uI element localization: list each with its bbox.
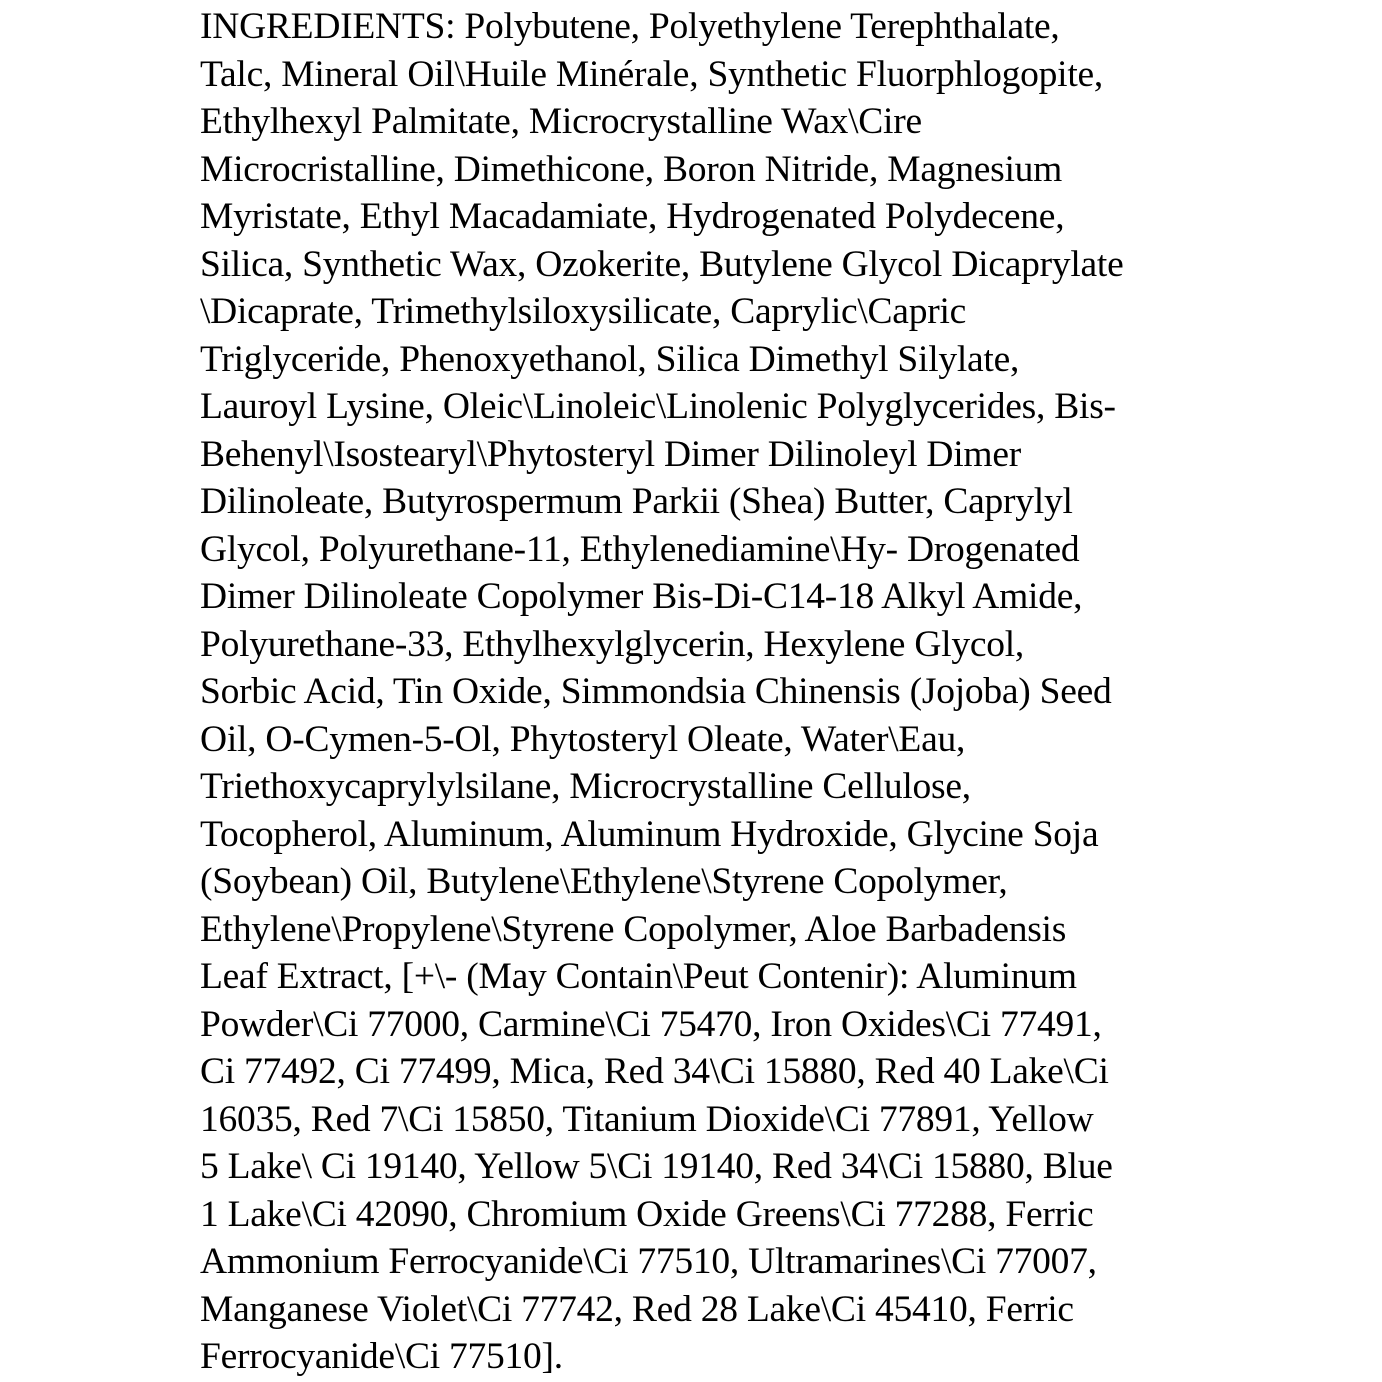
text-line: Talc, Mineral Oil\Huile Minérale, Synthetic Fluorphlogopite, [200, 53, 1104, 95]
text-line: Ammonium Ferrocyanide\Ci 77510, Ultramarines\Ci 77007, [200, 1241, 1097, 1282]
text-line: Glycol, Polyurethane-11, Ethylenediamine\Hy- Drogenated [200, 528, 1080, 570]
text-line: Behenyl\Isostearyl\Phytosteryl Dimer Dilinoleyl Dimer [200, 433, 1021, 475]
text-line: Tocopherol, Aluminum, Aluminum Hydroxide, Glycine Soja [200, 813, 1099, 855]
text-line: (Soybean) Oil, Butylene\Ethylene\Styrene Copolymer, [200, 861, 1008, 902]
text-line: 1 Lake\Ci 42090, Chromium Oxide Greens\Ci 77288, Ferric [200, 1193, 1094, 1235]
text-line: Manganese Violet\Ci 77742, Red 28 Lake\Ci 45410, Ferric [200, 1288, 1074, 1330]
text-line: Dimer Dilinoleate Copolymer Bis-Di-C14-18 Alkyl Amide, [200, 576, 1083, 617]
text-line: Myristate, Ethyl Macadamiate, Hydrogenated Polydecene, [200, 196, 1065, 237]
text-line: Oil, O-Cymen-5-Ol, Phytosteryl Oleate, Water\Eau, [200, 718, 966, 760]
text-line: INGREDIENTS: Polybutene, Polyethylene Terephthalate, [200, 6, 1060, 47]
text-line: Ethylhexyl Palmitate, Microcrystalline Wax\Cire [200, 101, 922, 142]
text-line: Microcristalline, Dimethicone, Boron Nitride, Magnesium [200, 148, 1063, 190]
text-line: Polyurethane-33, Ethylhexylglycerin, Hexylene Glycol, [200, 623, 1025, 665]
text-line: Triethoxycaprylylsilane, Microcrystalline Cellulose, [200, 766, 971, 807]
text-line: Sorbic Acid, Tin Oxide, Simmondsia Chinensis (Jojoba) Seed [200, 671, 1112, 712]
text-line: Leaf Extract, [+\- (May Contain\Peut Contenir): Aluminum [200, 956, 1077, 997]
text-line: Silica, Synthetic Wax, Ozokerite, Butylene Glycol Dicaprylate [200, 243, 1124, 285]
text-line: Ferrocyanide\Ci 77510]. [200, 1336, 563, 1377]
text-line: Dilinoleate, Butyrospermum Parkii (Shea) Butter, Caprylyl [200, 481, 1073, 522]
text-line: Powder\Ci 77000, Carmine\Ci 75470, Iron Oxides\Ci 77491, [200, 1003, 1102, 1045]
text-line: Ci 77492, Ci 77499, Mica, Red 34\Ci 15880, Red 40 Lake\Ci [200, 1051, 1109, 1092]
text-line: Ethylene\Propylene\Styrene Copolymer, Aloe Barbadensis [200, 908, 1067, 950]
ingredients-text-block [200, 3, 1210, 1381]
text-line: Lauroyl Lysine, Oleic\Linoleic\Linolenic Polyglycerides, Bis- [200, 386, 1116, 427]
text-line: 5 Lake\ Ci 19140, Yellow 5\Ci 19140, Red 34\Ci 15880, Blue [200, 1146, 1113, 1187]
text-line: \Dicaprate, Trimethylsiloxysilicate, Caprylic\Capric [200, 291, 967, 332]
text-line: 16035, Red 7\Ci 15850, Titanium Dioxide\Ci 77891, Yellow [200, 1098, 1094, 1140]
text-line: Triglyceride, Phenoxyethanol, Silica Dimethyl Silylate, [200, 338, 1020, 380]
